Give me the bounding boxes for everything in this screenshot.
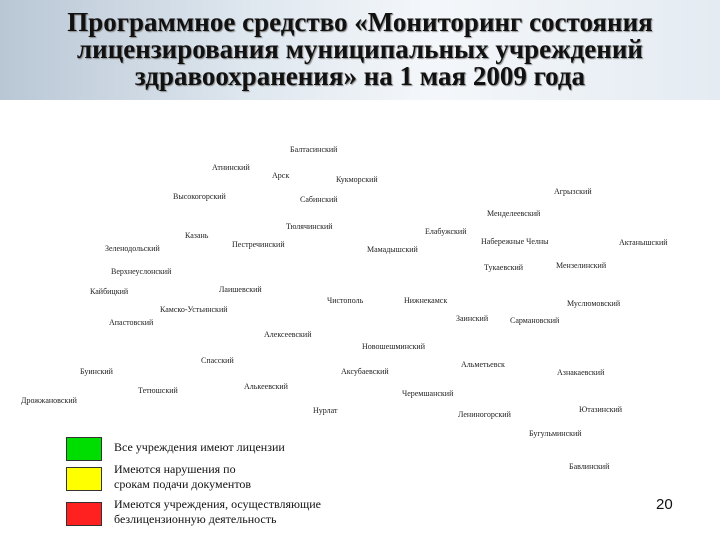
district-vysokogorsky[interactable]: Высокогорский bbox=[173, 192, 226, 201]
district-yutazinsky[interactable]: Ютазинский bbox=[579, 405, 623, 414]
district-aznakaevsky[interactable]: Азнакаевский bbox=[557, 368, 605, 377]
district-sarmanovsky[interactable]: Сармановский bbox=[510, 316, 560, 325]
district-menzelinsky[interactable]: Мензелинский bbox=[556, 261, 607, 270]
district-tetyushsky[interactable]: Тетюшский bbox=[138, 386, 178, 395]
district-zelenodolsky[interactable]: Зеленодольский bbox=[105, 244, 160, 253]
legend-yellow-line-1: Имеются нарушения по bbox=[114, 462, 236, 476]
district-buinsky[interactable]: Буинский bbox=[80, 367, 113, 376]
legend-swatch-red bbox=[66, 502, 102, 526]
district-kazan[interactable]: Казань bbox=[185, 231, 209, 240]
district-aksubaevsky[interactable]: Аксубаевский bbox=[341, 367, 389, 376]
district-tyulyachinsky[interactable]: Тюлячинский bbox=[286, 222, 333, 231]
legend-swatch-green bbox=[66, 437, 102, 461]
legend-red-line-1: Имеются учреждения, осуществляющие bbox=[114, 497, 321, 511]
district-leninogorsky[interactable]: Лениногорский bbox=[458, 410, 511, 419]
district-apastovsky[interactable]: Апастовский bbox=[109, 318, 154, 327]
district-aktanyshsky[interactable]: Актанышский bbox=[619, 238, 668, 247]
district-kaibitsky[interactable]: Кайбицкий bbox=[90, 287, 129, 296]
district-verkhneuslonsky[interactable]: Верхнеуслонский bbox=[111, 267, 172, 276]
district-tukaevsky[interactable]: Тукаевский bbox=[484, 263, 524, 272]
district-baltasinsky[interactable]: Балтасинский bbox=[290, 145, 338, 154]
district-zainsky[interactable]: Заинский bbox=[456, 314, 489, 323]
district-nurlat[interactable]: Нурлат bbox=[313, 406, 338, 415]
district-chistopol[interactable]: Чистополь bbox=[327, 296, 364, 305]
district-nizhnekamsk[interactable]: Нижнекамск bbox=[404, 296, 448, 305]
district-arsk[interactable]: Арск bbox=[272, 171, 290, 180]
district-mendeleevsky[interactable]: Менделеевский bbox=[487, 209, 541, 218]
district-agryzsky[interactable]: Агрызский bbox=[554, 187, 592, 196]
district-alekseevsky[interactable]: Алексеевский bbox=[264, 330, 312, 339]
district-almetyevsk[interactable]: Альметьевск bbox=[461, 360, 505, 369]
district-elabuzhsky[interactable]: Елабужский bbox=[425, 227, 467, 236]
title-line-1: Программное средство «Мониторинг состояния bbox=[67, 7, 653, 37]
district-sabinsky[interactable]: Сабинский bbox=[300, 195, 338, 204]
district-novosheshminsky[interactable]: Новошешминский bbox=[362, 342, 425, 351]
district-pestrechinsky[interactable]: Пестречинский bbox=[232, 240, 285, 249]
legend-swatch-yellow bbox=[66, 467, 102, 491]
district-spassky[interactable]: Спасский bbox=[201, 356, 234, 365]
legend-red-line-2: безлицензионную деятельность bbox=[114, 512, 277, 526]
district-atninsky[interactable]: Атнинский bbox=[212, 163, 250, 172]
district-muslyumovsky[interactable]: Муслюмовский bbox=[567, 299, 621, 308]
district-bavlinsky[interactable]: Бавлинский bbox=[569, 462, 610, 471]
district-naberezhnye-chelny[interactable]: Набережные Челны bbox=[481, 237, 549, 246]
title-line-3: здравоохранения» на 1 мая 2009 года bbox=[134, 61, 586, 91]
district-kukmorsky[interactable]: Кукморский bbox=[336, 175, 378, 184]
legend-label-green: Все учреждения имеют лицензии bbox=[114, 440, 285, 454]
district-mamadyshsky[interactable]: Мамадышский bbox=[367, 245, 418, 254]
district-kamsko-ustyinsky[interactable]: Камско-Устьинский bbox=[160, 305, 228, 314]
page-number: 20 bbox=[656, 496, 673, 513]
legend-label-yellow bbox=[114, 462, 251, 492]
district-drozhzhanovsky[interactable]: Дрожжановский bbox=[21, 396, 77, 405]
district-laishevsky[interactable]: Лаишевский bbox=[219, 285, 262, 294]
district-cheremshansky[interactable]: Черемшанский bbox=[402, 389, 454, 398]
legend-label-red bbox=[114, 497, 321, 527]
district-bugulminsky[interactable]: Бугульминский bbox=[529, 429, 582, 438]
district-alkeevsky[interactable]: Алькеевский bbox=[244, 382, 288, 391]
title-line-2: лицензирования муниципальных учреждений bbox=[77, 34, 643, 64]
legend-yellow-line-2: срокам подачи документов bbox=[114, 477, 252, 491]
